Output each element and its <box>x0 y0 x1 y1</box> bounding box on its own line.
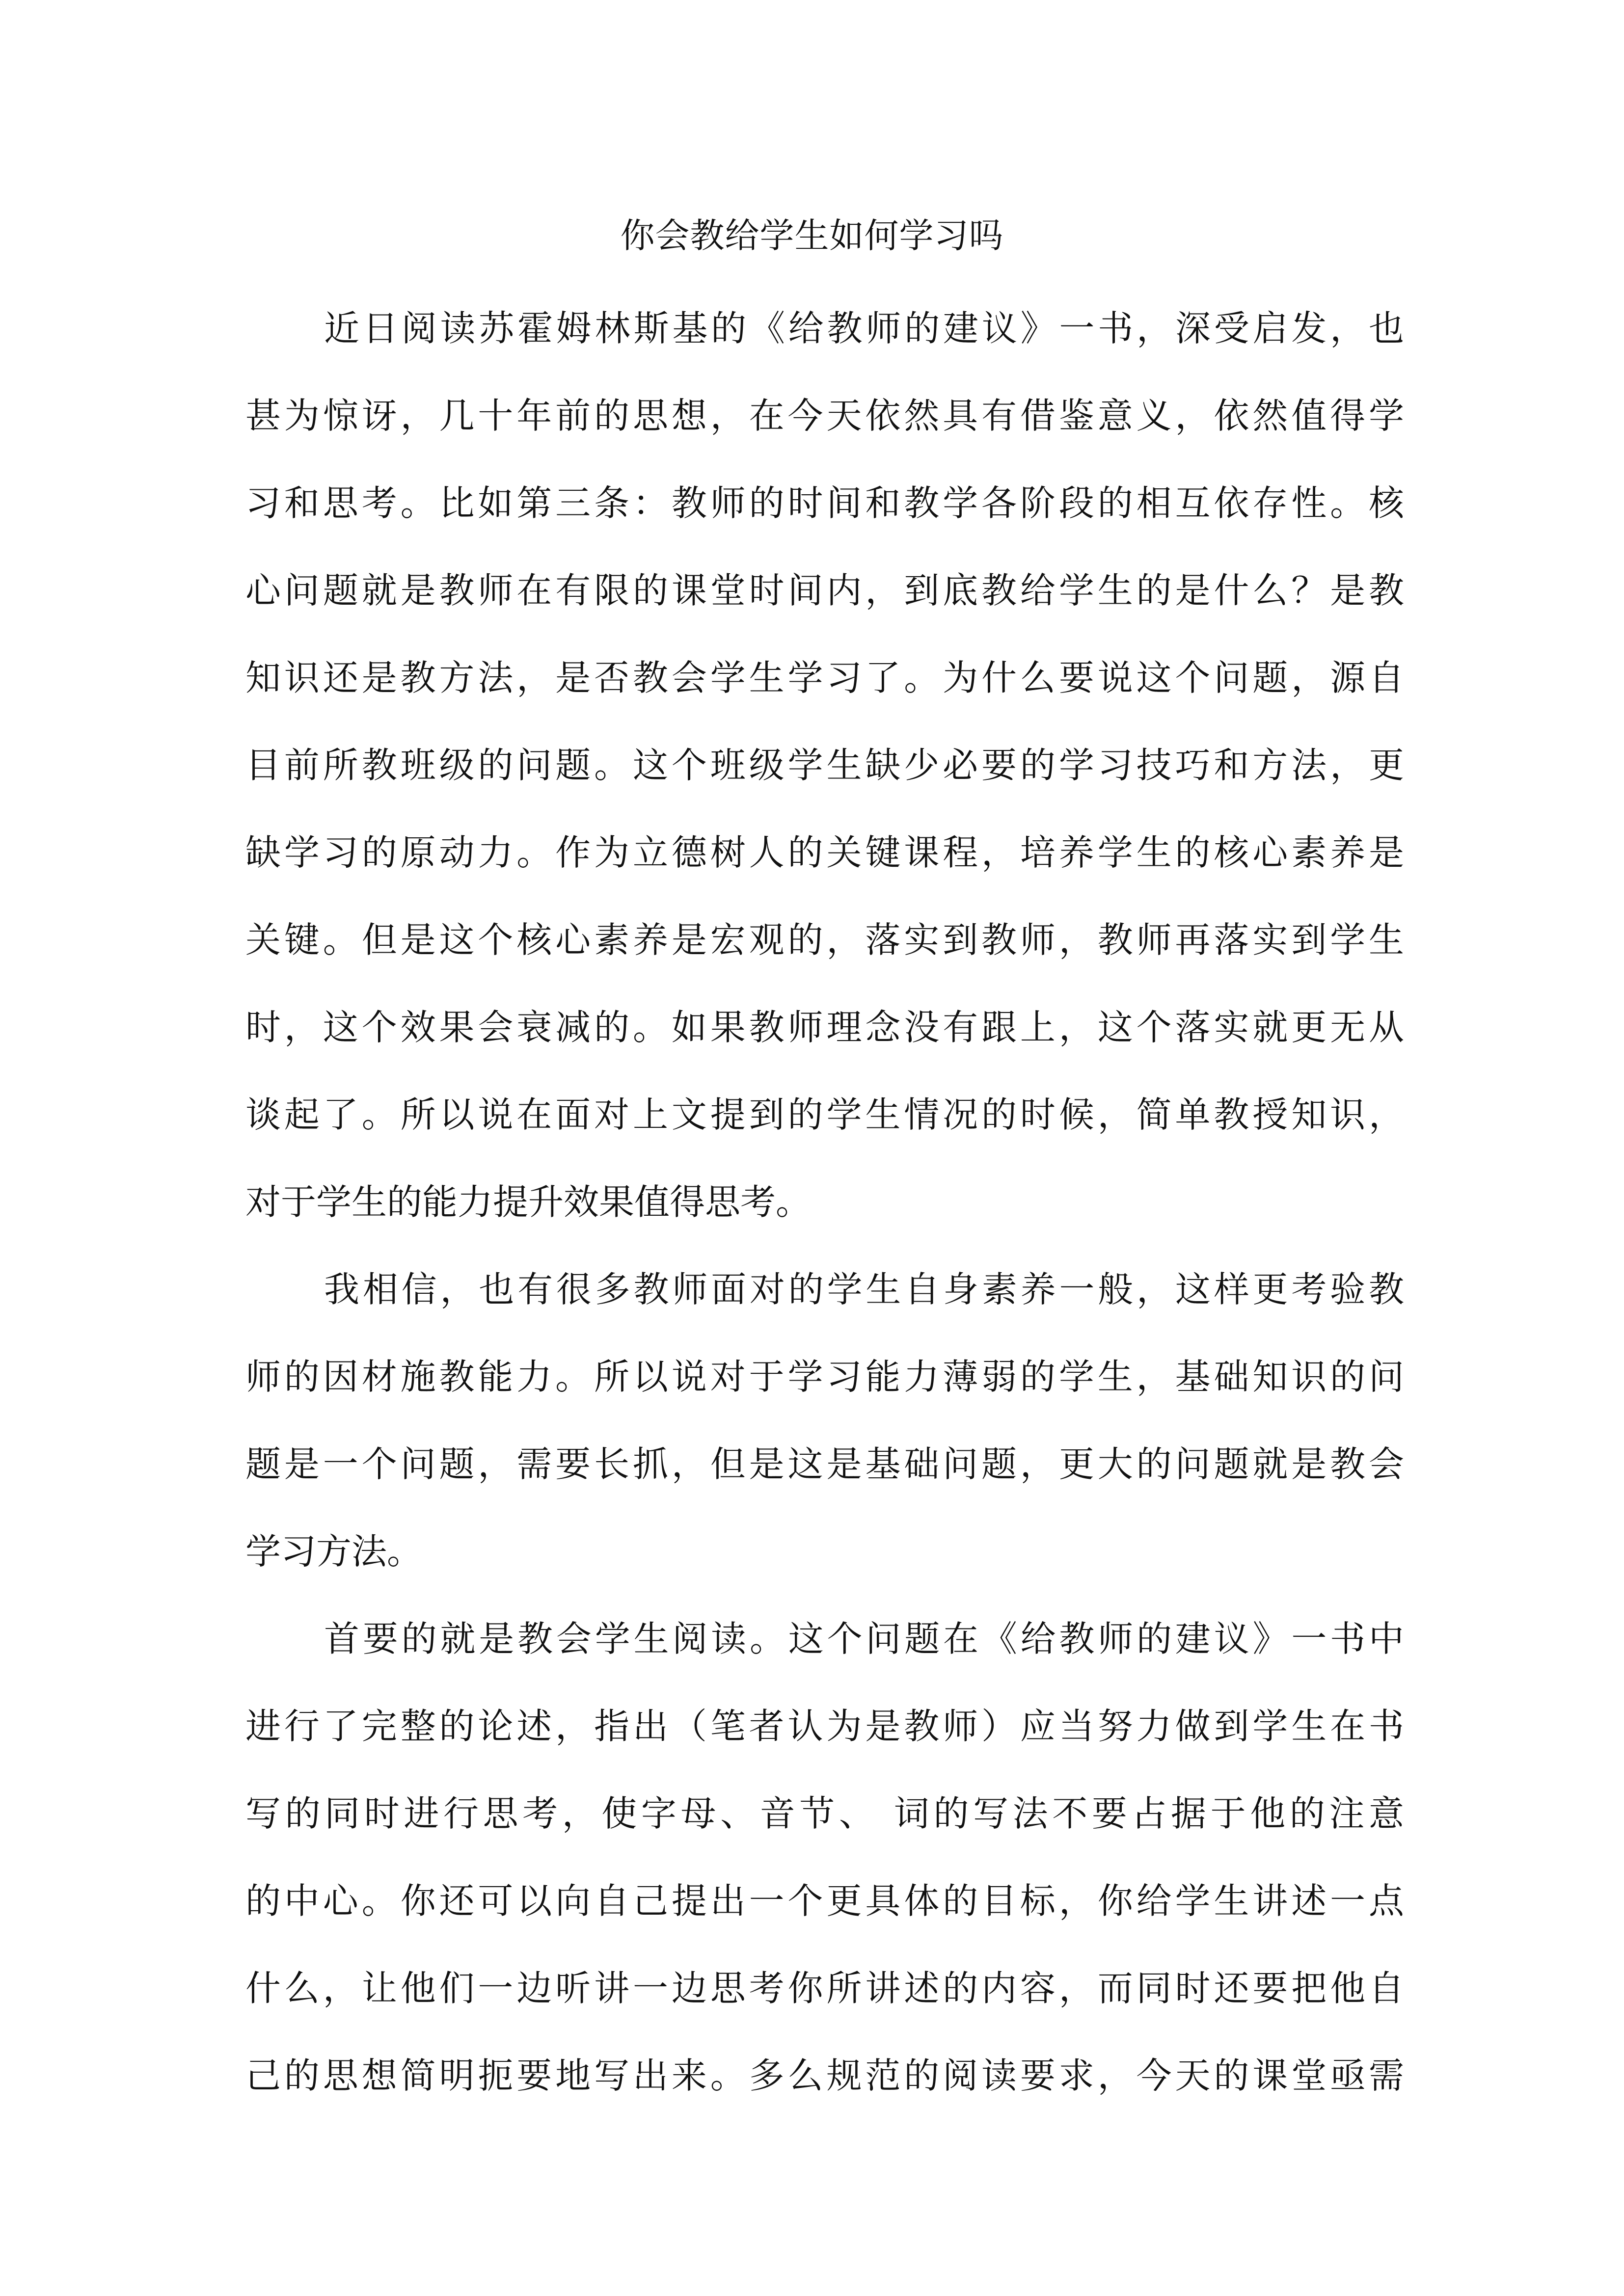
text-line: 己的思想简明扼要地写出来。多么规范的阅读要求，今天的课堂亟需 <box>245 2055 1404 2096</box>
text-line: 进行了完整的论述，指出（笔者认为是教师）应当努力做到学生在书 <box>245 1706 1404 1747</box>
text-line: 习和思考。比如第三条：教师的时间和教学各阶段的相互依存性。核 <box>245 482 1404 524</box>
paragraph-2 <box>245 1246 1404 1595</box>
text-line: 师的因材施教能力。所以说对于学习能力薄弱的学生，基础知识的问 <box>245 1356 1404 1397</box>
text-line: 对于学生的能力提升效果值得思考。 <box>245 1181 812 1223</box>
text-line: 关键。但是这个核心素养是宏观的，落实到教师，教师再落实到学生 <box>245 919 1404 961</box>
paragraph-1 <box>245 285 1404 1246</box>
text-line: 的中心。你还可以向自己提出一个更具体的目标，你给学生讲述一点 <box>245 1880 1404 1922</box>
text-line: 甚为惊讶，几十年前的思想，在今天依然具有借鉴意义，依然值得学 <box>245 395 1404 436</box>
document-body <box>245 285 1404 2119</box>
text-line: 写的同时进行思考，使字母、音节、 词的写法不要占据于他的注意 <box>245 1793 1404 1834</box>
text-line: 目前所教班级的问题。这个班级学生缺少必要的学习技巧和方法，更 <box>245 745 1404 786</box>
text-line: 缺学习的原动力。作为立德树人的关键课程，培养学生的核心素养是 <box>245 832 1404 873</box>
text-line: 近日阅读苏霍姆林斯基的《给教师的建议》一书，深受启发，也 <box>324 308 1404 349</box>
text-line: 心问题就是教师在有限的课堂时间内，到底教给学生的是什么？是教 <box>245 570 1404 611</box>
text-line: 首要的就是教会学生阅读。这个问题在《给教师的建议》一书中 <box>324 1618 1404 1659</box>
text-line: 我相信，也有很多教师面对的学生自身素养一般，这样更考验教 <box>324 1269 1404 1310</box>
text-line: 时，这个效果会衰减的。如果教师理念没有跟上，这个落实就更无从 <box>245 1007 1404 1048</box>
text-line: 知识还是教方法，是否教会学生学习了。为什么要说这个问题，源自 <box>245 657 1404 698</box>
text-line: 学习方法。 <box>245 1531 423 1572</box>
text-line: 谈起了。所以说在面对上文提到的学生情况的时候，简单教授知识， <box>245 1094 1404 1135</box>
document-title: 你会教给学生如何学习吗 <box>620 215 1004 256</box>
text-line: 题是一个问题，需要长抓，但是这是基础问题，更大的问题就是教会 <box>245 1443 1404 1485</box>
paragraph-3 <box>245 1595 1404 2119</box>
text-line: 什么，让他们一边听讲一边思考你所讲述的内容，而同时还要把他自 <box>245 1968 1404 2009</box>
